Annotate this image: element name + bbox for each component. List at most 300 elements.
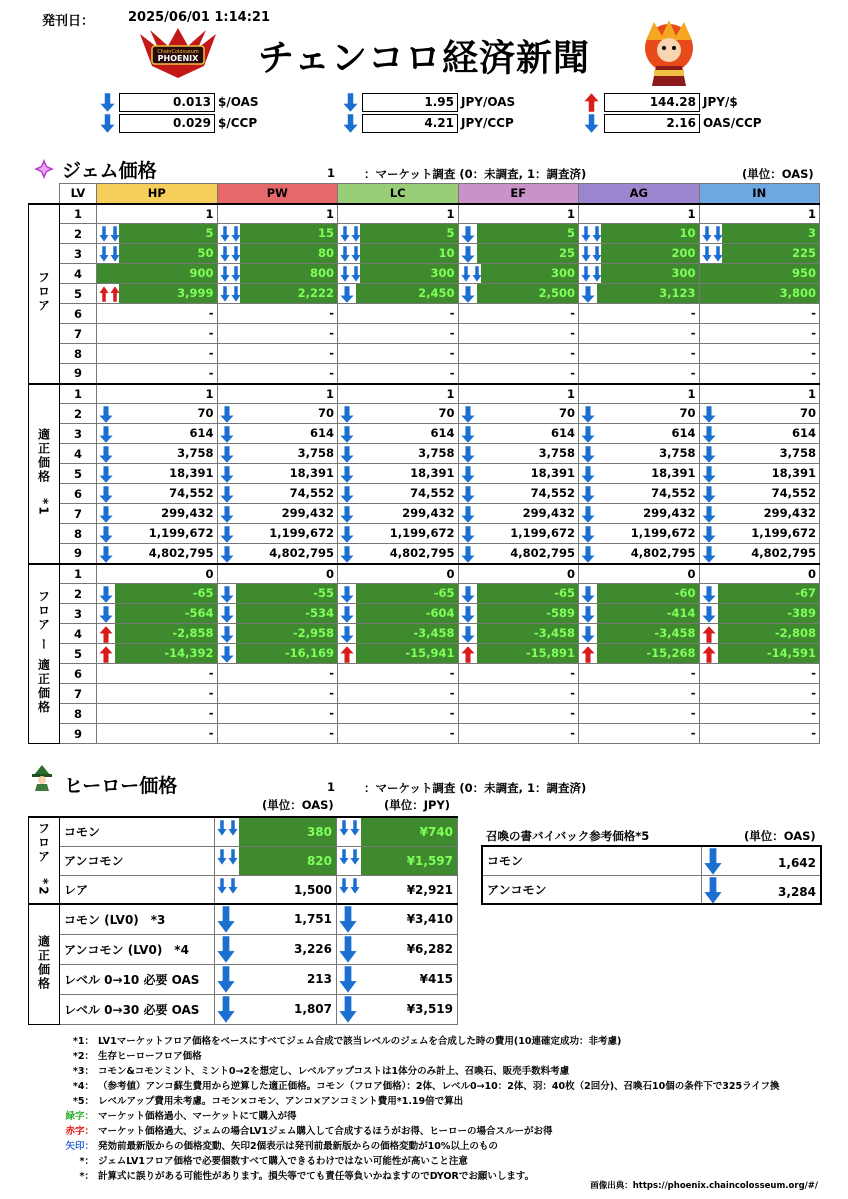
hero-jpy-cell: [337, 846, 458, 875]
arrow-down-icon: [340, 446, 354, 462]
gem-level: 8: [60, 524, 97, 544]
gem-cell: [338, 384, 459, 404]
note-key: *1：: [72, 1036, 94, 1047]
gem-level: 2: [60, 224, 97, 244]
arrow-down-icon: [220, 546, 234, 562]
gem-cell: [97, 724, 218, 744]
buyback-name: アンコモン: [482, 875, 701, 904]
hero-oas-value: 1,500: [294, 882, 332, 897]
arrow-down-icon: [581, 466, 595, 482]
gem-row: [29, 624, 820, 644]
gem-value: 299,432: [643, 506, 696, 520]
gem-cell: [217, 204, 338, 224]
gem-value: 74,552: [771, 486, 816, 500]
gem-cell: [338, 544, 459, 564]
gem-col-hp: HP: [97, 184, 218, 204]
gem-cell: [579, 564, 700, 584]
gem-col-lc: LC: [338, 184, 459, 204]
hero-jpy-value: ¥415: [419, 971, 453, 986]
gem-value: 50: [119, 244, 217, 263]
page-title: チェンコロ経済新聞: [258, 38, 590, 79]
gem-cell: [217, 584, 338, 604]
arrow-down-icon: [220, 526, 234, 542]
arrow-up-icon: [99, 286, 120, 302]
note-key: *5：: [72, 1096, 94, 1107]
hero-jpy-cell: [337, 964, 458, 994]
gem-value: 70: [558, 406, 575, 420]
gem-row: [29, 664, 820, 684]
note-key: 赤字：: [65, 1126, 94, 1137]
arrow-down-icon: [339, 966, 357, 982]
gem-cell: [699, 364, 820, 384]
arrow-down-icon: [461, 526, 475, 542]
hero-jpy-value: ¥6,282: [406, 941, 453, 956]
gem-value: -: [329, 666, 334, 680]
gem-value: -: [329, 686, 334, 700]
arrow-down-icon: [581, 506, 595, 522]
gem-cell: [458, 324, 579, 344]
gem-survey-legend: ：マーケット調査 (0：未調査, 1：調査済): [364, 167, 587, 181]
gem-value: -: [811, 326, 816, 340]
gem-value: 18,391: [169, 466, 214, 480]
gem-value: 3,758: [177, 446, 214, 460]
arrow-down-icon: [702, 406, 716, 422]
gem-cell: [217, 224, 338, 244]
gem-cell: [338, 284, 459, 304]
hero-oas-value: 1,751: [294, 912, 332, 926]
buyback-value-cell: [701, 875, 821, 904]
gem-cell: [338, 504, 459, 524]
gem-level: 3: [60, 424, 97, 444]
gem-cell: [97, 544, 218, 564]
gem-level: 5: [60, 284, 97, 304]
gem-value: 3,758: [779, 446, 816, 460]
hero-jpy-cell: [337, 934, 458, 964]
hero-jpy-value: ¥2,921: [406, 882, 453, 897]
arrow-down-icon: [99, 446, 113, 462]
hero-name: コモン (LV0) *3: [60, 904, 215, 934]
gem-value: 70: [799, 406, 816, 420]
gem-cell: [458, 304, 579, 324]
gem-value: -: [811, 366, 816, 380]
arrow-down-icon: [340, 626, 354, 642]
gem-value: 300: [481, 264, 579, 283]
gem-row: [29, 424, 820, 444]
gem-cell: [458, 204, 579, 224]
arrow-down-icon: [220, 246, 241, 262]
gem-value: 800: [240, 264, 338, 283]
gem-level: 8: [60, 704, 97, 724]
arrow-down-icon: [702, 546, 716, 562]
gem-value: -: [329, 306, 334, 320]
gem-value: 0: [205, 566, 214, 581]
hero-name: アンコモン (LV0) *4: [60, 934, 215, 964]
gem-cell: [458, 664, 579, 684]
gem-row: [29, 324, 820, 344]
gem-value: 4,802,795: [751, 546, 816, 560]
gem-row: [29, 344, 820, 364]
gem-value: -65: [115, 584, 217, 603]
arrow-down-icon: [702, 466, 716, 482]
gem-cell: [217, 264, 338, 284]
gem-value: 0: [325, 566, 334, 581]
gem-cell: [217, 404, 338, 424]
hero-jpy-value: ¥3,410: [406, 912, 453, 926]
gem-value: -: [208, 726, 214, 740]
gem-value: 299,432: [161, 506, 214, 520]
arrow-down-icon: [340, 486, 354, 502]
gem-cell: [217, 484, 338, 504]
arrow-down-icon: [702, 486, 716, 502]
arrow-down-icon: [581, 426, 595, 442]
gem-cell: [579, 604, 700, 624]
hero-name: アンコモン: [60, 846, 215, 875]
gem-value: -: [811, 346, 816, 360]
gem-cell: [217, 304, 338, 324]
hero-name: レア: [60, 875, 215, 904]
gem-value: -: [449, 326, 455, 340]
gem-cell: [97, 624, 218, 644]
arrow-down-icon: [461, 406, 475, 422]
gem-cell: [579, 224, 700, 244]
gem-cell: [97, 464, 218, 484]
gem-cell: [217, 704, 338, 724]
gem-level: 9: [60, 364, 97, 384]
gem-cell: [579, 684, 700, 704]
gem-value: -534: [236, 604, 338, 623]
arrow-down-icon: [461, 486, 475, 502]
arrow-down-icon: [461, 266, 482, 282]
gem-cell: [217, 504, 338, 524]
gem-cell: [97, 364, 218, 384]
arrow-down-icon: [461, 506, 475, 522]
gem-cell: [699, 524, 820, 544]
hero-row: [29, 875, 458, 904]
svg-text:ChainColosseum: ChainColosseum: [157, 49, 199, 55]
gem-value: 299,432: [522, 506, 575, 520]
gem-value: -: [690, 346, 696, 360]
hero-oas-value: 1,807: [294, 1001, 332, 1016]
gem-value: 3,758: [418, 446, 455, 460]
rate-value: 4.21: [362, 114, 458, 133]
gem-cell: [579, 644, 700, 664]
note-text: ジェムLV1フロア価格で必要個数すべて購入できるわけではない可能性が高いこと注意: [98, 1156, 468, 1167]
gem-value: -65: [356, 584, 458, 603]
gem-value: 300: [601, 264, 699, 283]
gem-value: 25: [477, 244, 579, 263]
gem-value: 10: [601, 224, 699, 243]
gem-cell: [579, 484, 700, 504]
gem-value: -3,458: [597, 624, 699, 643]
gem-value: 4,802,795: [389, 546, 455, 560]
gem-cell: [97, 424, 218, 444]
gem-icon: [34, 159, 54, 179]
gem-cell: [97, 344, 218, 364]
gem-value: -: [811, 726, 816, 740]
gem-cell: [458, 224, 579, 244]
gem-value: 74,552: [530, 486, 575, 500]
gem-value: 1: [205, 206, 214, 221]
gem-cell: [458, 564, 579, 584]
buyback-unit: (単位：OAS): [744, 829, 816, 843]
hero-oas-cell: [215, 964, 337, 994]
gem-value: -3,458: [477, 624, 579, 643]
gem-cell: [217, 664, 338, 684]
hero-name: レベル 0→10 必要 OAS: [60, 964, 215, 994]
gem-cell: [458, 444, 579, 464]
gem-cell: [338, 604, 459, 624]
arrow-down-icon: [461, 286, 475, 302]
gem-cell: [217, 284, 338, 304]
arrow-down-icon: [220, 286, 241, 302]
gem-cell: [579, 324, 700, 344]
gem-cell: [579, 384, 700, 404]
gem-value: 70: [438, 406, 455, 420]
gem-cell: [338, 344, 459, 364]
gem-value: 3,758: [297, 446, 334, 460]
gem-level: 1: [60, 564, 97, 584]
arrow-down-icon: [702, 226, 723, 242]
gem-value: 3,999: [119, 284, 217, 303]
arrow-down-icon: [581, 626, 595, 642]
arrow-down-icon: [220, 466, 234, 482]
gem-value: 614: [189, 426, 214, 440]
gem-cell: [699, 644, 820, 664]
gem-cell: [97, 244, 218, 264]
gem-value: 18,391: [651, 466, 696, 480]
gem-value: -: [570, 666, 575, 680]
gem-cell: [217, 464, 338, 484]
gem-cell: [458, 604, 579, 624]
gem-value: -67: [718, 584, 820, 603]
gem-value: 225: [722, 244, 820, 263]
gem-cell: [338, 324, 459, 344]
arrow-down-icon: [220, 406, 234, 422]
arrow-down-icon: [581, 226, 602, 242]
gem-value: -: [449, 306, 455, 320]
gem-cell: [699, 344, 820, 364]
gem-row: [29, 384, 820, 404]
gem-row: [29, 564, 820, 584]
arrow-up-icon: [702, 646, 716, 662]
note-key: *：: [79, 1171, 94, 1182]
gem-cell: [338, 584, 459, 604]
gem-value: 900: [97, 264, 217, 283]
gem-cell: [699, 264, 820, 284]
image-source: 画像出典：https://phoenix.chaincolosseum.org/#/: [590, 1181, 818, 1191]
gem-level: 7: [60, 684, 97, 704]
gem-value: 5: [360, 224, 458, 243]
note-text: LV1マーケットフロア価格をベースにすべてジェム合成で該当レベルのジェムを合成した時の費用(10連確定成功：非考慮): [98, 1036, 622, 1047]
gem-value: 4,802,795: [630, 546, 696, 560]
gem-level: 1: [60, 204, 97, 224]
arrow-down-icon: [702, 426, 716, 442]
arrow-down-icon: [581, 246, 602, 262]
gem-cell: [338, 724, 459, 744]
gem-value: -: [329, 366, 334, 380]
gem-value: -: [570, 686, 575, 700]
buyback-row: [482, 846, 821, 875]
arrow-down-icon: [340, 526, 354, 542]
gem-cell: [338, 224, 459, 244]
buyback-value-cell: [701, 846, 821, 875]
gem-cell: [699, 664, 820, 684]
arrow-down-icon: [581, 406, 595, 422]
arrow-down-icon: [581, 526, 595, 542]
gem-row: [29, 404, 820, 424]
gem-cell: [699, 624, 820, 644]
hero-jpy-cell: [337, 817, 458, 846]
gem-row: [29, 244, 820, 264]
gem-value: 300: [360, 264, 458, 283]
gem-value: -: [811, 306, 816, 320]
gem-value: 1: [687, 386, 696, 401]
gem-section-label: フロア ー 適正価格: [29, 564, 60, 744]
arrow-down-icon: [581, 546, 595, 562]
gem-value: -: [329, 346, 334, 360]
hero-oas-value: 213: [306, 971, 332, 986]
gem-value: 0: [687, 566, 696, 581]
gem-cell: [699, 724, 820, 744]
note-text: コモン&コモンミント、ミント0→2を想定し、レベルアップコストは1体分のみ計上、召喚石、販売手数料考慮: [98, 1066, 570, 1077]
gem-cell: [97, 684, 218, 704]
gem-cell: [97, 404, 218, 424]
gem-cell: [97, 224, 218, 244]
gem-value: 74,552: [169, 486, 214, 500]
arrow-down-icon: [340, 286, 354, 302]
gem-value: -: [811, 666, 816, 680]
gem-cell: [338, 684, 459, 704]
arrow-down-icon: [340, 506, 354, 522]
gem-value: 5: [477, 224, 579, 243]
gem-cell: [217, 384, 338, 404]
buyback-value: 3,284: [778, 884, 816, 899]
character-avatar: [634, 18, 704, 88]
arrow-down-icon: [702, 446, 716, 462]
note-key: *2：: [72, 1051, 94, 1062]
rate-unit: JPY/CCP: [461, 116, 514, 130]
rate-value: 0.029: [119, 114, 215, 133]
arrow-up-icon: [461, 646, 475, 662]
gem-value: -: [570, 346, 575, 360]
gem-level: 3: [60, 604, 97, 624]
gem-price-table: [28, 183, 820, 744]
gem-col-pw: PW: [217, 184, 338, 204]
gem-value: 1: [566, 206, 575, 221]
gem-value: -: [690, 706, 696, 720]
gem-value: -: [449, 706, 455, 720]
gem-cell: [699, 224, 820, 244]
hero-survey-flag: 1: [327, 780, 336, 794]
gem-value: 4,802,795: [148, 546, 214, 560]
gem-cell: [579, 304, 700, 324]
gem-cell: [338, 484, 459, 504]
gem-cell: [579, 404, 700, 424]
gem-level: 4: [60, 264, 97, 284]
gem-row: [29, 484, 820, 504]
note-text: 生存ヒーローフロア価格: [98, 1051, 202, 1062]
gem-col-ag: AG: [579, 184, 700, 204]
gem-value: 1,199,672: [630, 526, 696, 540]
arrow-down-icon: [340, 546, 354, 562]
note-text: マーケット価格過小、マーケットにて購入が得: [98, 1111, 297, 1122]
arrow-up-icon: [99, 626, 113, 642]
gem-cell: [579, 444, 700, 464]
gem-value: 1: [807, 206, 816, 221]
arrow-down-icon: [99, 226, 120, 242]
gem-cell: [458, 524, 579, 544]
gem-cell: [699, 444, 820, 464]
hero-row: [29, 904, 458, 934]
gem-cell: [217, 604, 338, 624]
gem-value: -2,858: [115, 624, 217, 643]
gem-value: 200: [601, 244, 699, 263]
gem-value: -3,458: [356, 624, 458, 643]
gem-cell: [458, 244, 579, 264]
gem-cell: [97, 504, 218, 524]
hero-unit-oas: (単位：OAS): [262, 798, 334, 812]
arrow-down-icon: [704, 877, 722, 893]
gem-cell: [338, 424, 459, 444]
gem-level: 8: [60, 344, 97, 364]
gem-cell: [338, 404, 459, 424]
gem-value: -: [570, 326, 575, 340]
gem-level: 7: [60, 324, 97, 344]
arrow-down-icon: [217, 936, 235, 952]
gem-cell: [699, 584, 820, 604]
svg-text:PHOENIX: PHOENIX: [157, 54, 199, 63]
rate-value: 1.95: [362, 93, 458, 112]
gem-cell: [338, 444, 459, 464]
gem-cell: [217, 564, 338, 584]
gem-cell: [217, 544, 338, 564]
gem-level: 7: [60, 504, 97, 524]
gem-cell: [338, 264, 459, 284]
hero-oas-value: 3,226: [294, 941, 332, 956]
arrow-down-icon: [339, 820, 360, 836]
hero-oas-cell: [215, 875, 337, 904]
gem-level: 4: [60, 624, 97, 644]
gem-value: -: [449, 346, 455, 360]
hero-jpy-value: ¥1,597: [361, 847, 457, 875]
gem-value: -: [208, 346, 214, 360]
gem-cell: [579, 204, 700, 224]
arrow-down-icon: [220, 226, 241, 242]
gem-value: -: [208, 306, 214, 320]
rate-unit: $/OAS: [218, 95, 259, 109]
hero-unit-jpy: (単位：JPY): [384, 798, 451, 812]
rate-value: 2.16: [604, 114, 700, 133]
gem-cell: [458, 404, 579, 424]
gem-level: 5: [60, 644, 97, 664]
gem-cell: [699, 204, 820, 224]
note-text: マーケット価格過大、ジェムの場合LV1ジェム購入して合成するほうがお得、ヒーローの場合スルーがお得: [98, 1126, 553, 1137]
gem-value: 0: [446, 566, 455, 581]
gem-value: 3,758: [538, 446, 575, 460]
gem-cell: [217, 344, 338, 364]
gem-value: -: [449, 686, 455, 700]
gem-value: -2,808: [718, 624, 820, 643]
gem-level: 6: [60, 664, 97, 684]
gem-cell: [458, 364, 579, 384]
arrow-down-icon: [702, 526, 716, 542]
gem-value: -: [570, 726, 575, 740]
gem-value: -: [449, 726, 455, 740]
gem-cell: [458, 704, 579, 724]
gem-value: 70: [317, 406, 334, 420]
arrow-down-icon: [99, 546, 113, 562]
arrow-down-icon: [581, 606, 595, 622]
